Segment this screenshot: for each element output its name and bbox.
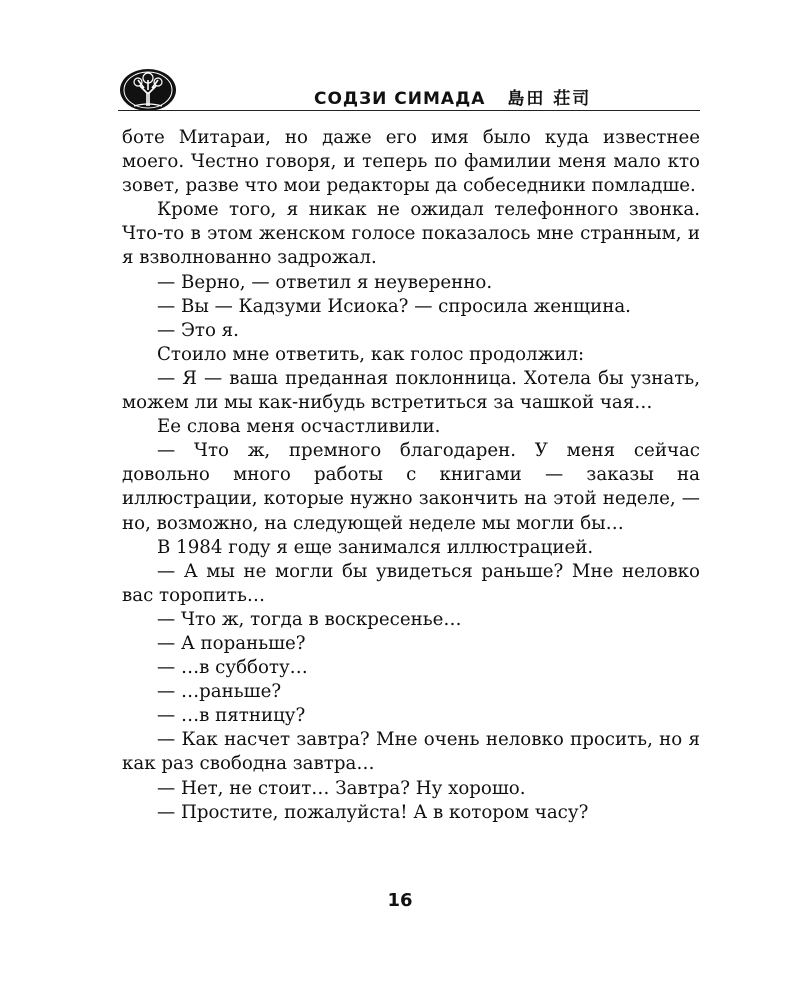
paragraph: — …в субботу… (157, 657, 308, 679)
paragraph: — Я — ваша преданная поклонница. Хотела бы узнать, можем ли мы как-нибудь встретиться за чашкой чая… (122, 367, 700, 414)
paragraph: — Что ж, премного благодарен. У меня сейчас довольно много работы с книгами — заказы на иллюстрации, которые нужно закончить на этой неделе, — но, возможно, на следующей неделе мы могли бы… (122, 440, 700, 534)
paragraph: — Верно, — ответил я неуверенно. (157, 271, 493, 293)
paragraph: В 1984 году я еще занимался иллюстрацией. (157, 536, 594, 558)
running-header (118, 68, 700, 114)
paragraph: Ее слова меня осчастливили. (157, 416, 441, 438)
paragraph: — Это я. (157, 319, 239, 341)
header-title (314, 84, 591, 109)
paragraph: — …в пятницу? (157, 705, 306, 727)
paragraph: — А мы не могли бы увидеться раньше? Мне неловко вас торопить… (122, 560, 700, 606)
paragraph: Стоило мне ответить, как голос продолжил: (157, 343, 585, 365)
paragraph: Кроме того, я никак не ожидал телефонного звонка. Что-то в этом женском голосе показалось мне странным, и я взволнованно задрожал. (122, 199, 700, 269)
header-rule (118, 110, 700, 111)
tree-logo-icon (118, 68, 178, 112)
page-number: 16 (387, 890, 413, 911)
paragraph: — …раньше? (157, 681, 282, 703)
paragraph: — Как насчет завтра? Мне очень неловко просить, но я как раз свободна завтра… (122, 729, 700, 775)
body-text (122, 126, 700, 825)
header-author: СОДЗИ СИМАДА (314, 89, 486, 109)
paragraph: — Вы — Кадзуми Исиока? — спросила женщина. (157, 295, 631, 317)
paragraph: — Что ж, тогда в воскресенье… (157, 608, 462, 630)
paragraph: боте Митараи, но даже его имя было куда известнее моего. Честно говоря, и теперь по фамилии меня мало кто зовет, разве что мои редакторы да собеседники помладше. (122, 127, 700, 197)
paragraph: — Нет, не стоит… Завтра? Ну хорошо. (157, 777, 526, 799)
paragraph: — Простите, пожалуйста! А в котором часу? (157, 801, 589, 823)
paragraph: — А пораньше? (157, 632, 306, 654)
header-author-japanese: 島田 荘司 (507, 89, 592, 109)
